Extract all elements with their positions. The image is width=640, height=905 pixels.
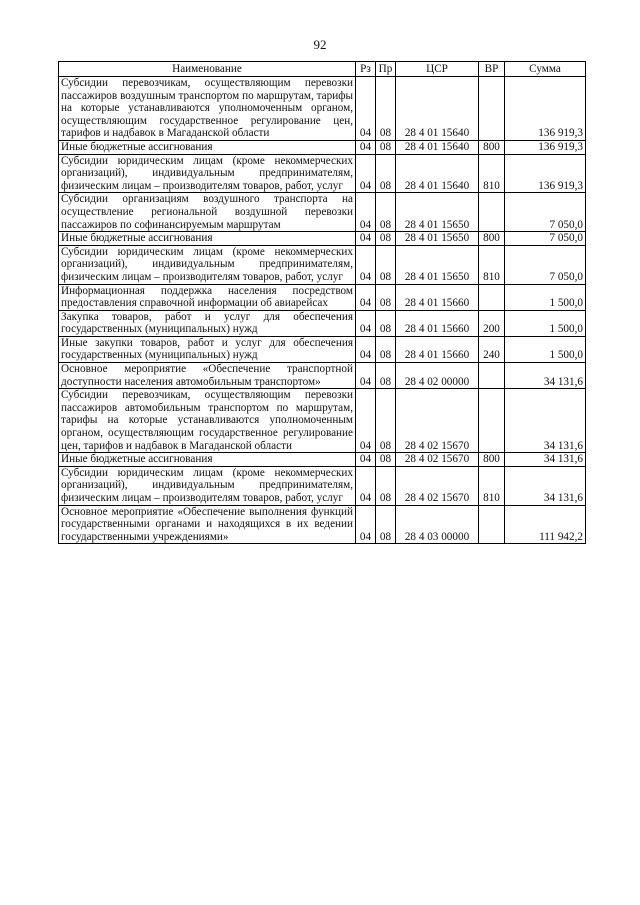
cell-name: Субсидии юридическим лицам (кроме некоммерческих организаций), индивидуальным предпринимателям, физическим лицам – производителям товаров, работ, услуг xyxy=(59,245,356,284)
cell-sum: 136 919,3 xyxy=(505,77,586,141)
cell-vr xyxy=(479,389,505,453)
cell-csr: 28 4 01 15640 xyxy=(396,77,479,141)
cell-rz: 04 xyxy=(356,363,376,389)
cell-sum: 7 050,0 xyxy=(505,193,586,232)
table-row xyxy=(59,505,586,544)
cell-vr: 800 xyxy=(479,453,505,467)
cell-csr: 28 4 02 15670 xyxy=(396,466,479,505)
cell-pr: 08 xyxy=(376,505,396,544)
cell-sum: 34 131,6 xyxy=(505,363,586,389)
cell-vr xyxy=(479,363,505,389)
cell-vr xyxy=(479,284,505,310)
cell-rz: 04 xyxy=(356,193,376,232)
cell-name: Информационная поддержка населения посредством предоставления справочной информации об авиарейсах xyxy=(59,284,356,310)
table-row xyxy=(59,310,586,336)
cell-rz: 04 xyxy=(356,505,376,544)
cell-csr: 28 4 01 15640 xyxy=(396,154,479,193)
cell-pr: 08 xyxy=(376,245,396,284)
cell-pr: 08 xyxy=(376,310,396,336)
cell-sum: 7 050,0 xyxy=(505,245,586,284)
cell-rz: 04 xyxy=(356,453,376,467)
cell-csr: 28 4 01 15640 xyxy=(396,140,479,154)
cell-rz: 04 xyxy=(356,284,376,310)
cell-csr: 28 4 01 15660 xyxy=(396,336,479,362)
cell-sum: 1 500,0 xyxy=(505,284,586,310)
table-row xyxy=(59,140,586,154)
cell-sum: 136 919,3 xyxy=(505,140,586,154)
budget-table xyxy=(58,61,586,544)
cell-sum: 34 131,6 xyxy=(505,389,586,453)
cell-csr: 28 4 01 15650 xyxy=(396,245,479,284)
cell-vr: 810 xyxy=(479,154,505,193)
header-csr: ЦСР xyxy=(396,62,479,77)
cell-pr: 08 xyxy=(376,453,396,467)
cell-vr xyxy=(479,193,505,232)
header-name: Наименование xyxy=(59,62,356,77)
cell-sum: 7 050,0 xyxy=(505,232,586,246)
cell-rz: 04 xyxy=(356,232,376,246)
cell-csr: 28 4 01 15650 xyxy=(396,232,479,246)
cell-name: Основное мероприятие «Обеспечение транспортной доступности населения автомобильным транспортом» xyxy=(59,363,356,389)
cell-rz: 04 xyxy=(356,310,376,336)
cell-sum: 1 500,0 xyxy=(505,336,586,362)
cell-vr: 810 xyxy=(479,245,505,284)
cell-rz: 04 xyxy=(356,466,376,505)
cell-vr: 810 xyxy=(479,466,505,505)
table-row xyxy=(59,363,586,389)
table-row xyxy=(59,245,586,284)
cell-sum: 34 131,6 xyxy=(505,453,586,467)
cell-name: Иные бюджетные ассигнования xyxy=(59,453,356,467)
page-number: 92 xyxy=(313,37,327,52)
header-vr: ВР xyxy=(479,62,505,77)
table-row xyxy=(59,77,586,141)
table-row xyxy=(59,193,586,232)
cell-vr: 240 xyxy=(479,336,505,362)
cell-sum: 111 942,2 xyxy=(505,505,586,544)
cell-rz: 04 xyxy=(356,154,376,193)
cell-name: Субсидии юридическим лицам (кроме некоммерческих организаций), индивидуальным предпринимателям, физическим лицам – производителям товаров, работ, услуг xyxy=(59,154,356,193)
table-row xyxy=(59,466,586,505)
cell-name: Закупка товаров, работ и услуг для обеспечения государственных (муниципальных) нужд xyxy=(59,310,356,336)
cell-rz: 04 xyxy=(356,245,376,284)
cell-pr: 08 xyxy=(376,154,396,193)
cell-rz: 04 xyxy=(356,336,376,362)
cell-name: Основное мероприятие «Обеспечение выполнения функций государственными органами и находящихся в их ведении государственными учреждениями» xyxy=(59,505,356,544)
header-rz: Рз xyxy=(356,62,376,77)
cell-sum: 34 131,6 xyxy=(505,466,586,505)
table-row xyxy=(59,453,586,467)
cell-pr: 08 xyxy=(376,389,396,453)
table-row xyxy=(59,232,586,246)
table-row xyxy=(59,284,586,310)
cell-csr: 28 4 02 15670 xyxy=(396,453,479,467)
cell-name: Субсидии перевозчикам, осуществляющим перевозки пассажиров воздушным транспортом по маршрутам, тарифы на которые устанавливаются уполномоченным органом, осуществляющим государственное регулирование цен, тарифов и надбавок в Магаданской области xyxy=(59,77,356,141)
table-row xyxy=(59,389,586,453)
cell-vr xyxy=(479,77,505,141)
cell-vr xyxy=(479,505,505,544)
table-body xyxy=(59,77,586,544)
cell-csr: 28 4 02 15670 xyxy=(396,389,479,453)
cell-name: Субсидии перевозчикам, осуществляющим перевозки пассажиров автомобильным транспортом по маршрутам, тарифы на которые устанавливаются уполномоченным органом, осуществляющим государственное регулирование цен, тарифов и надбавок в Магаданской области xyxy=(59,389,356,453)
table-row xyxy=(59,154,586,193)
cell-name: Субсидии организациям воздушного транспорта на осуществление региональной воздушной перевозки пассажиров по софинансируемым маршрутам xyxy=(59,193,356,232)
cell-csr: 28 4 01 15650 xyxy=(396,193,479,232)
cell-pr: 08 xyxy=(376,193,396,232)
cell-csr: 28 4 01 15660 xyxy=(396,310,479,336)
table-row xyxy=(59,336,586,362)
cell-sum: 1 500,0 xyxy=(505,310,586,336)
cell-pr: 08 xyxy=(376,466,396,505)
cell-rz: 04 xyxy=(356,389,376,453)
cell-pr: 08 xyxy=(376,77,396,141)
cell-vr: 800 xyxy=(479,140,505,154)
cell-csr: 28 4 01 15660 xyxy=(396,284,479,310)
cell-pr: 08 xyxy=(376,363,396,389)
header-pr: Пр xyxy=(376,62,396,77)
cell-vr: 800 xyxy=(479,232,505,246)
cell-name: Иные бюджетные ассигнования xyxy=(59,232,356,246)
cell-pr: 08 xyxy=(376,140,396,154)
cell-rz: 04 xyxy=(356,77,376,141)
cell-name: Иные закупки товаров, работ и услуг для обеспечения государственных (муниципальных) нужд xyxy=(59,336,356,362)
cell-pr: 08 xyxy=(376,284,396,310)
cell-sum: 136 919,3 xyxy=(505,154,586,193)
cell-vr: 200 xyxy=(479,310,505,336)
cell-pr: 08 xyxy=(376,232,396,246)
cell-pr: 08 xyxy=(376,336,396,362)
table-header-row xyxy=(59,62,586,77)
cell-csr: 28 4 02 00000 xyxy=(396,363,479,389)
cell-name: Иные бюджетные ассигнования xyxy=(59,140,356,154)
cell-rz: 04 xyxy=(356,140,376,154)
header-sum: Сумма xyxy=(505,62,586,77)
cell-csr: 28 4 03 00000 xyxy=(396,505,479,544)
cell-name: Субсидии юридическим лицам (кроме некоммерческих организаций), индивидуальным предпринимателям, физическим лицам – производителям товаров, работ, услуг xyxy=(59,466,356,505)
